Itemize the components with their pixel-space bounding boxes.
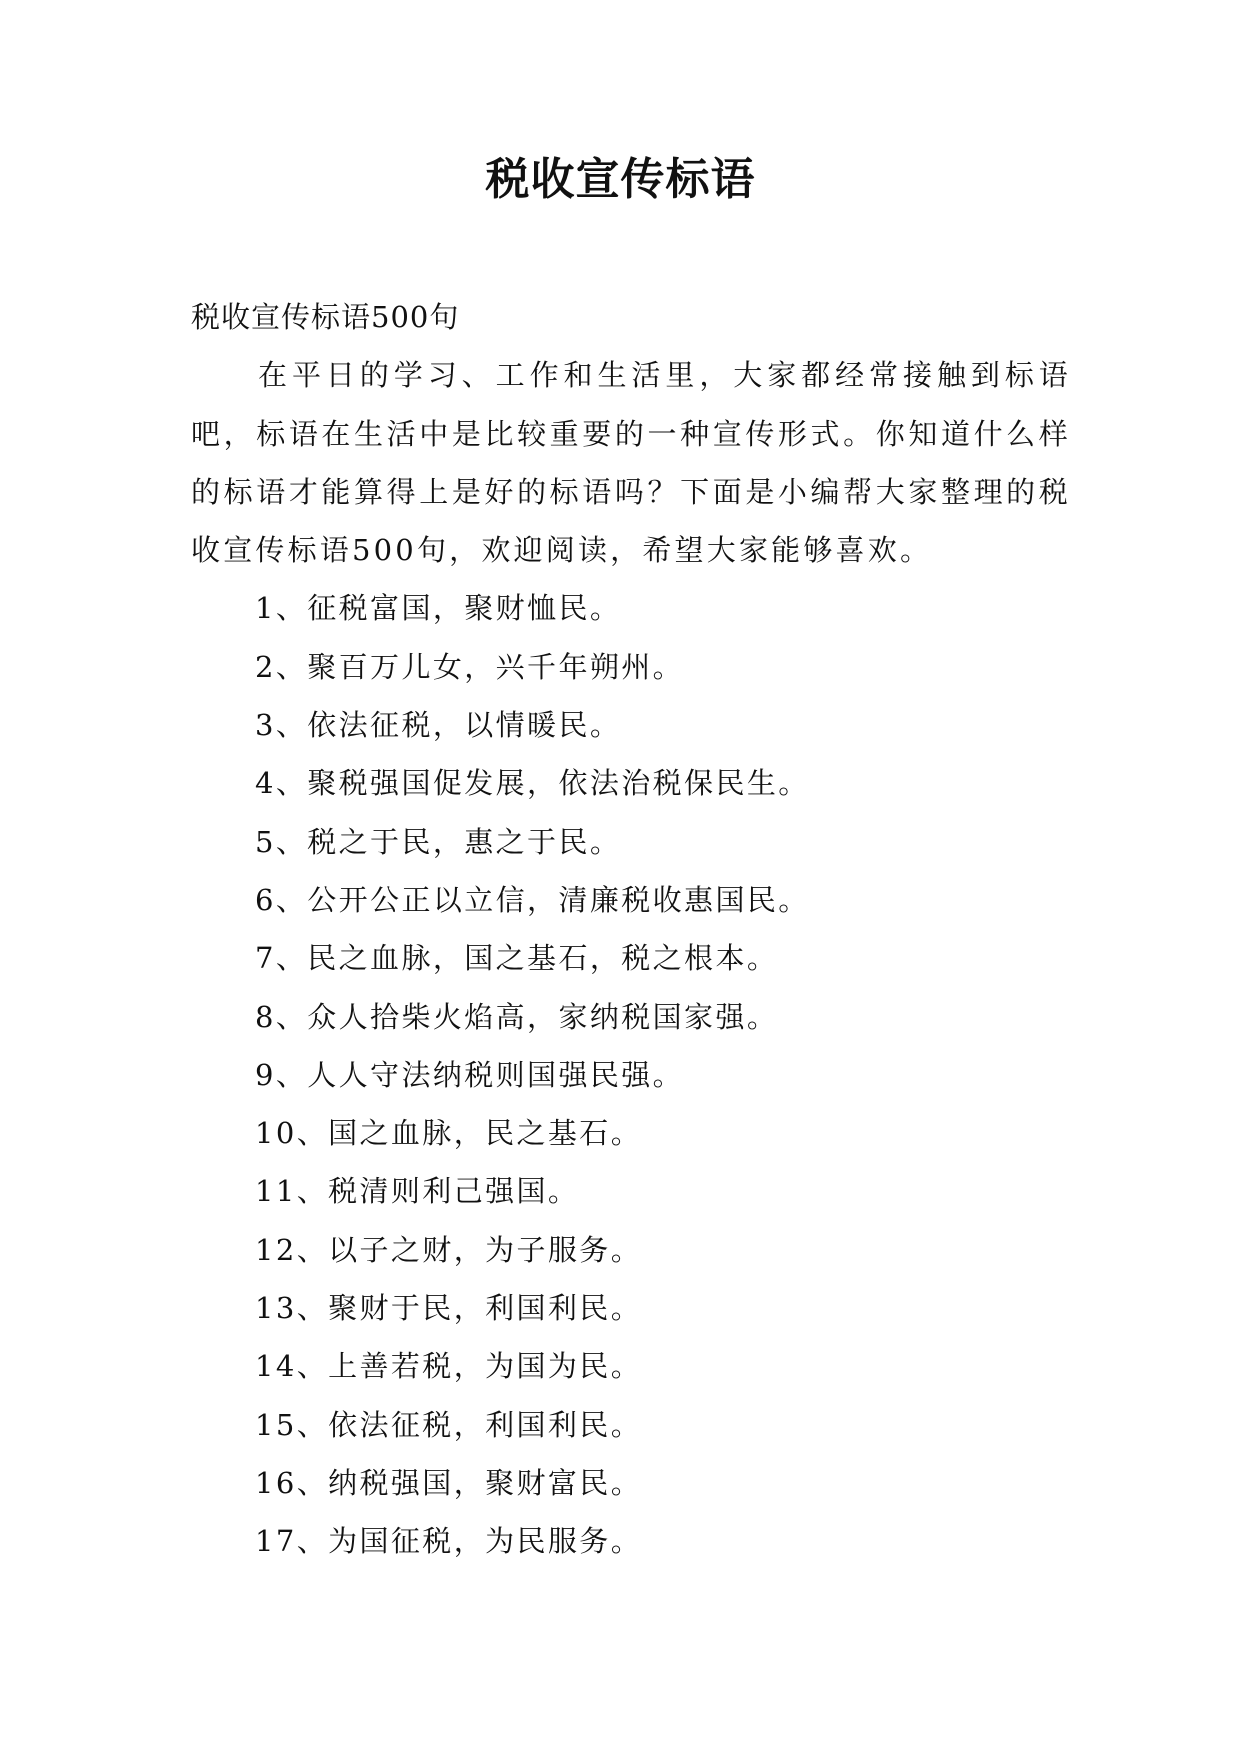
slogan-item: 13、聚财于民，利国利民。 [255,1291,643,1326]
slogan-item: 8、众人拾柴火焰高，家纳税国家强。 [255,999,779,1034]
slogan-item: 1、征税富国，聚财恤民。 [255,591,622,626]
intro-paragraph: 在平日的学习、工作和生活里，大家都经常接触到标语吧，标语在生活中是比较重要的一种宣传形式。你知道什么样的标语才能算得上是好的标语吗？下面是小编帮大家整理的税收宣传标语500句，欢迎阅读，希望大家能够喜欢。 [191,358,1071,568]
slogan-item: 2、聚百万儿女，兴千年朔州。 [255,649,685,684]
slogan-item: 14、上善若税，为国为民。 [255,1349,643,1384]
slogan-item: 3、依法征税，以情暖民。 [255,708,622,743]
slogan-item: 12、以子之财，为子服务。 [255,1232,643,1267]
document-subtitle: 税收宣传标语500句 [191,300,460,334]
slogan-item: 7、民之血脉，国之基石，税之根本。 [255,941,779,976]
slogan-item: 11、税清则利己强国。 [255,1174,580,1209]
slogan-list [191,579,1071,1570]
document-title: 税收宣传标语 [485,154,756,205]
document-body [191,288,1071,1571]
slogan-item: 5、税之于民，惠之于民。 [255,824,622,859]
slogan-item: 10、国之血脉，民之基石。 [255,1116,643,1151]
slogan-item: 15、依法征税，利国利民。 [255,1407,643,1442]
slogan-item: 17、为国征税，为民服务。 [255,1524,643,1559]
slogan-item: 6、公开公正以立信，清廉税收惠国民。 [255,882,810,917]
slogan-item: 4、聚税强国促发展，依法治税保民生。 [255,766,810,801]
slogan-item: 9、人人守法纳税则国强民强。 [255,1057,685,1092]
slogan-item: 16、纳税强国，聚财富民。 [255,1465,643,1500]
